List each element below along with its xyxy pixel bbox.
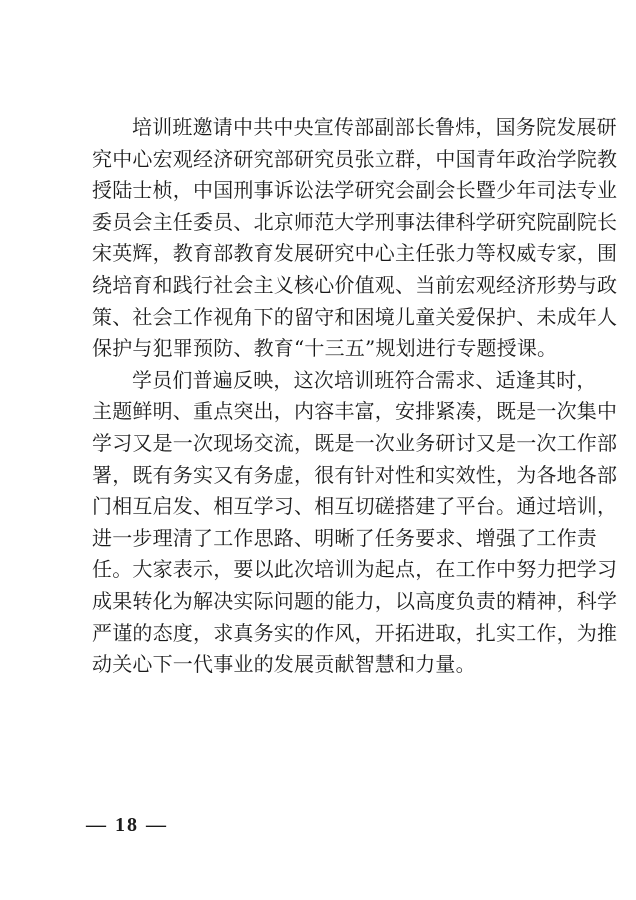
paragraph [92,112,618,365]
document-body [92,112,618,681]
text-line: 策、社会工作视角下的留守和困境儿童关爱保护、未成年人 [92,304,618,329]
text-line: 门相互启发、相互学习、相互切磋搭建了平台。通过培训， [92,494,618,519]
text-line: 进一步理清了工作思路、明晰了任务要求、增强了工作责 [92,525,597,550]
text-line: 主题鲜明、重点突出，内容丰富，安排紧凑，既是一次集中 [92,399,618,424]
page-number: — 18 — [86,814,168,836]
text-line: 任。大家表示，要以此次培训为起点，在工作中努力把学习 [92,557,618,582]
text-line: 严谨的态度，求真务实的作风，开拓进取，扎实工作，为推 [92,620,618,645]
text-line: 动关心下一代事业的发展贡献智慧和力量。 [92,652,476,677]
text-line: 绕培育和践行社会主义核心价值观、当前宏观经济形势与政 [92,272,618,297]
text-line: 授陆士桢，中国刑事诉讼法学研究会副会长暨少年司法专业 [92,178,618,203]
text-line: 学习又是一次现场交流，既是一次业务研讨又是一次工作部 [92,430,618,455]
text-line: 保护与犯罪预防、教育“十三五”规划进行专题授课。 [92,336,558,361]
text-line: 学员们普遍反映，这次培训班符合需求、适逢其时， [132,367,597,392]
text-line: 宋英辉，教育部教育发展研究中心主任张力等权威专家，围 [92,241,618,266]
text-line: 培训班邀请中共中央宣传部副部长鲁炜，国务院发展研 [132,115,617,139]
text-line: 成果转化为解决实际问题的能力，以高度负责的精神，科学 [92,588,618,613]
text-line: 委员会主任委员、北京师范大学刑事法律科学研究院副院长 [92,209,618,234]
text-line: 署，既有务实又有务虚，很有针对性和实效性，为各地各部 [92,462,618,487]
paragraph [92,365,618,681]
text-line: 究中心宏观经济研究部研究员张立群，中国青年政治学院教 [92,146,618,171]
